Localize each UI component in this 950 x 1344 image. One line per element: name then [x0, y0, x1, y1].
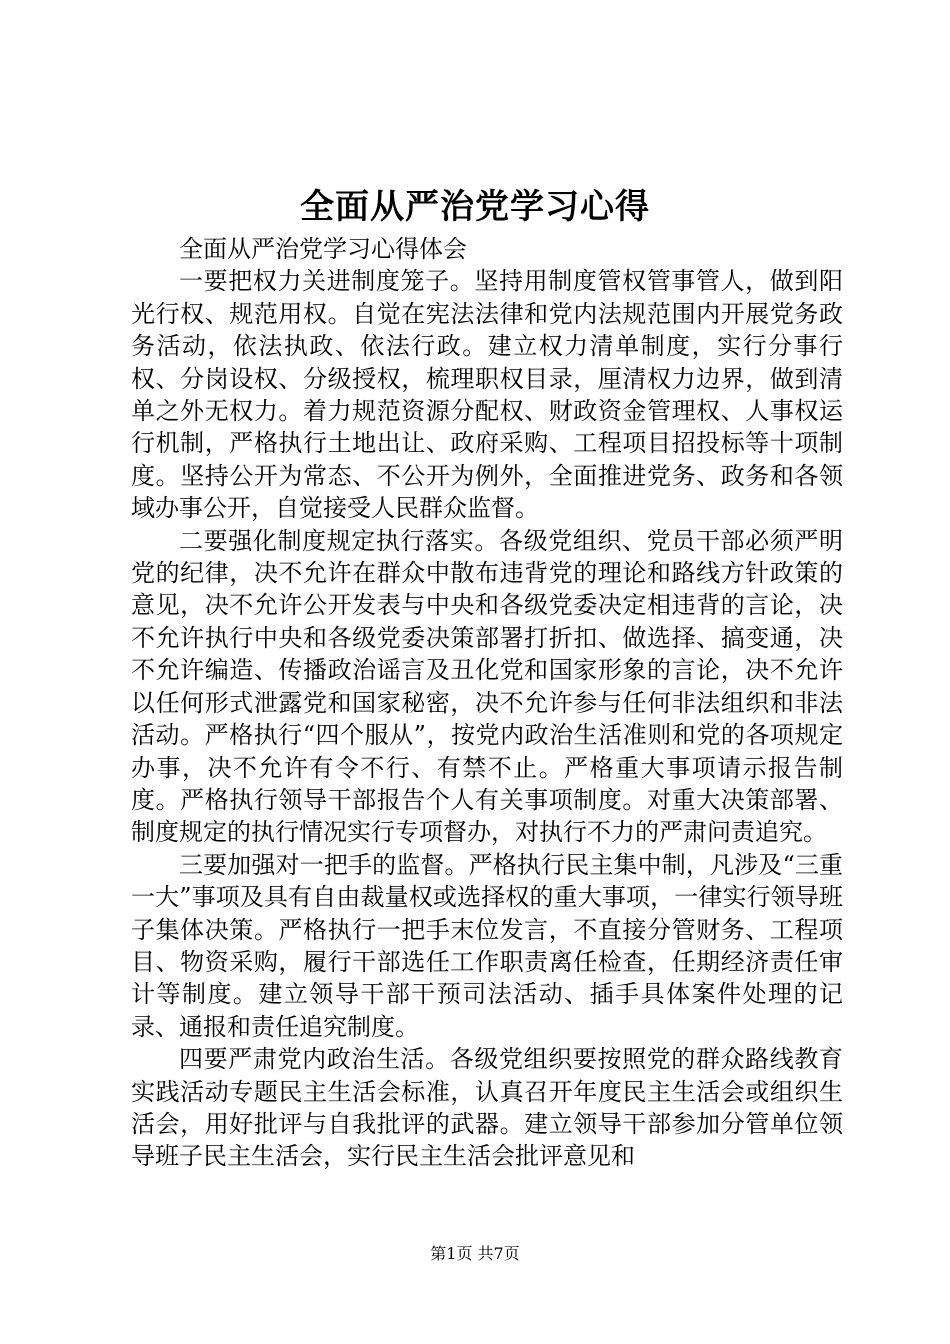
- paragraph-2: 二要强化制度规定执行落实。各级党组织、党员干部必须严明党的纪律，决不允许在群众中散布违背党的理论和路线方针政策的意见，决不允许公开发表与中央和各级党委决定相违背的言论，决不允许执行中央和各级党委决策部署打折扣、做选择、搞变通，决不允许编造、传播政治谣言及丑化党和国家形象的言论，决不允许以任何形式泄露党和国家秘密，决不允许参与任何非法组织和非法活动。严格执行“四个服从”，按党内政治生活准则和党的各项规定办事，决不允许有令不行、有禁不止。严格重大事项请示报告制度。严格执行领导干部报告个人有关事项制度。对重大决策部署、制度规定的执行情况实行专项督办，对执行不力的严肃问责追究。: [131, 526, 843, 847]
- document-subtitle: 全面从严治党学习心得体会: [179, 235, 467, 263]
- page-footer: 第1页 共7页: [430, 1244, 520, 1263]
- paragraph-4: 四要严肃党内政治生活。各级党组织要按照党的群众路线教育实践活动专题民主生活会标准，认真召开年度民主生活会或组织生活会，用好批评与自我批评的武器。建立领导干部参加分管单位领导班子民主生活会，实行民主生活会批评意见和: [131, 1045, 843, 1171]
- paragraph-3: 三要加强对一把手的监督。严格执行民主集中制，凡涉及“三重一大”事项及具有自由裁量权或选择权的重大事项，一律实行领导班子集体决策。严格执行一把手末位发言，不直接分管财务、工程项目、物资采购，履行干部选任工作职责离任检查，任期经济责任审计等制度。建立领导干部干预司法活动、插手具体案件处理的记录、通报和责任追究制度。: [131, 850, 843, 1041]
- document-title: 全面从严治党学习心得: [300, 187, 650, 227]
- document-body: [131, 233, 843, 1173]
- paragraph-1: 一要把权力关进制度笼子。坚持用制度管权管事管人，做到阳光行权、规范用权。自觉在宪法法律和党内法规范围内开展党务政务活动，依法执政、依法行政。建立权力清单制度，实行分事行权、分岗设权、分级授权，梳理职权目录，厘清权力边界，做到清单之外无权力。着力规范资源分配权、财政资金管理权、人事权运行机制，严格执行土地出让、政府采购、工程项目招投标等十项制度。坚持公开为常态、不公开为例外，全面推进党务、政务和各领域办事公开，自觉接受人民群众监督。: [131, 267, 843, 523]
